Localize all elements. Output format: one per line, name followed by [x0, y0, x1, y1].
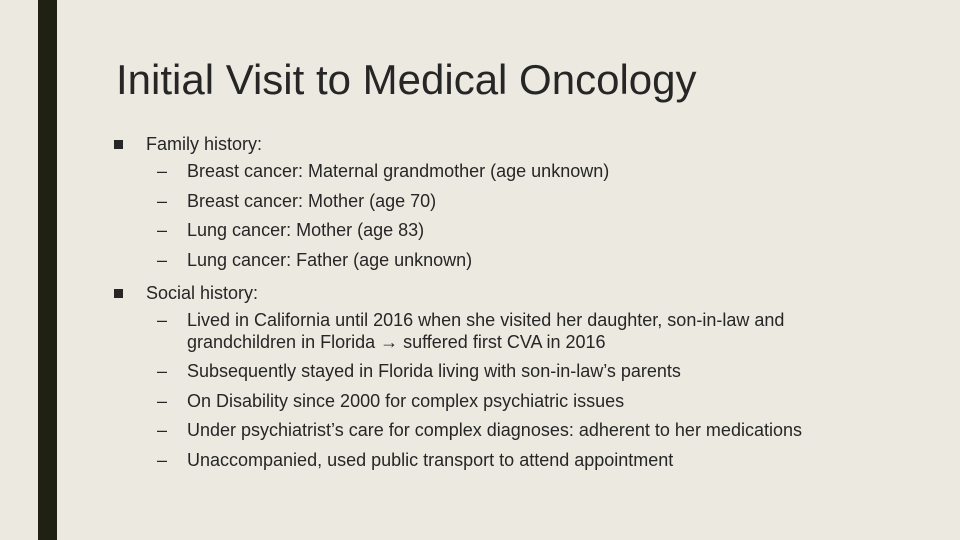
list-item: – Subsequently stayed in Florida living with son-in-law’s parents — [157, 361, 681, 381]
section-heading: Family history: — [146, 134, 263, 154]
list-item: – Lung cancer: Mother (age 83) — [157, 220, 425, 240]
family-history-section — [114, 133, 894, 271]
square-bullet-icon — [114, 140, 123, 149]
accent-bar — [38, 0, 57, 540]
dash-icon: – — [157, 390, 168, 411]
list-item: – Lived in California until 2016 when she visited her daughter, son-in-law and grandchildren in Florida → suffered first CVA in 2016 — [157, 309, 785, 352]
social-history-list — [146, 309, 894, 471]
family-history-list — [146, 160, 894, 271]
list-item: – Breast cancer: Maternal grandmother (age unknown) — [157, 161, 610, 181]
list-item: – Under psychiatrist’s care for complex diagnoses: adherent to her medications — [157, 420, 802, 440]
list-item: – Unaccompanied, used public transport to attend appointment — [157, 449, 674, 470]
dash-icon: – — [157, 449, 168, 470]
list-item: – Breast cancer: Mother (age 70) — [157, 190, 437, 211]
slide-content — [114, 133, 894, 478]
list-item: – Lung cancer: Father (age unknown) — [157, 249, 473, 270]
section-heading: Social history: — [146, 282, 259, 303]
social-history-section — [114, 282, 894, 471]
slide-title: Initial Visit to Medical Oncology — [116, 56, 697, 103]
dash-icon: – — [157, 420, 168, 440]
dash-icon: – — [157, 161, 168, 181]
dash-icon: – — [157, 220, 168, 240]
dash-icon: – — [157, 361, 168, 381]
dash-icon: – — [157, 249, 168, 270]
list-item: – On Disability since 2000 for complex psychiatric issues — [157, 390, 625, 411]
square-bullet-icon — [114, 289, 123, 298]
dash-icon: – — [157, 190, 168, 211]
dash-icon: – — [157, 309, 168, 330]
